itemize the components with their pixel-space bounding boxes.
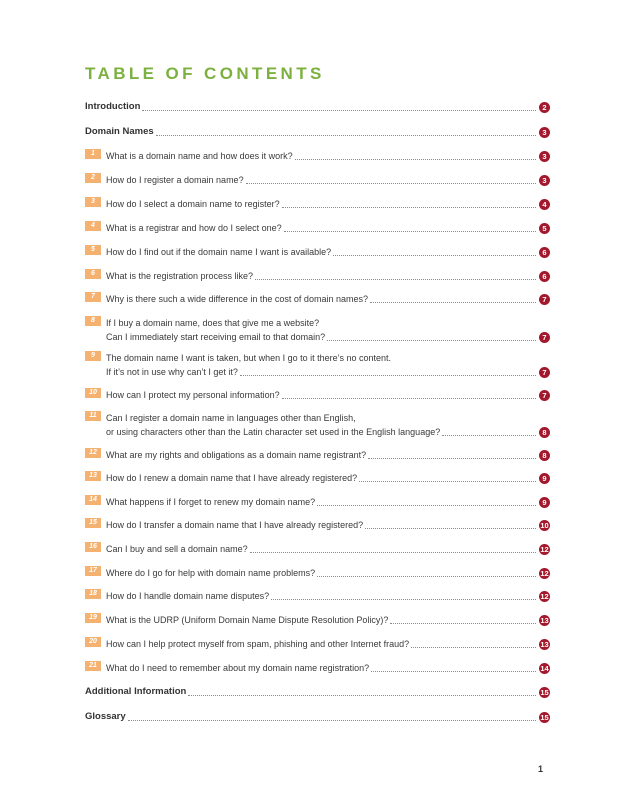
item-number-badge: 10 — [85, 388, 101, 398]
toc-item[interactable] — [85, 173, 550, 186]
toc-section[interactable] — [85, 685, 550, 698]
page-number-badge: 7 — [539, 367, 550, 378]
page-number-badge: 7 — [539, 294, 550, 305]
entry-title: How do I select a domain name to register? — [106, 199, 280, 209]
dot-leader — [327, 340, 536, 341]
item-number-badge: 9 — [85, 351, 101, 361]
dot-leader — [128, 720, 536, 721]
toc-item[interactable] — [85, 269, 550, 282]
toc-item[interactable] — [85, 542, 550, 555]
page-number-badge: 8 — [539, 427, 550, 438]
dot-leader — [271, 599, 536, 600]
item-number-badge: 20 — [85, 637, 101, 647]
toc-item[interactable] — [85, 411, 550, 438]
dot-leader — [371, 671, 536, 672]
page-number-badge: 6 — [539, 247, 550, 258]
toc-item[interactable] — [85, 518, 550, 531]
page-number-badge: 12 — [540, 545, 549, 554]
dot-leader — [333, 255, 536, 256]
toc-item[interactable] — [85, 149, 550, 162]
item-number-badge: 7 — [85, 292, 101, 302]
item-number-badge: 6 — [85, 269, 101, 279]
page-number-badge: 8 — [539, 450, 550, 461]
page-number-badge: 9 — [539, 497, 550, 508]
toc-item[interactable] — [85, 661, 550, 674]
page-number-badge: 9 — [539, 473, 550, 484]
item-number-badge: 11 — [85, 411, 101, 421]
dot-leader — [284, 231, 536, 232]
dot-leader — [365, 528, 536, 529]
page-number-badge: 3 — [539, 175, 550, 186]
page-number-badge: 10 — [540, 521, 549, 530]
item-number-badge: 8 — [85, 316, 101, 326]
dot-leader — [359, 481, 536, 482]
entry-title: How do I handle domain name disputes? — [106, 591, 270, 601]
item-number-badge: 15 — [85, 518, 101, 528]
dot-leader — [282, 398, 536, 399]
page-number-badge: 4 — [539, 199, 550, 210]
entry-title: What are my rights and obligations as a domain name registrant? — [106, 450, 367, 460]
toc-item[interactable] — [85, 613, 550, 626]
item-number-badge: 5 — [85, 245, 101, 255]
toc-item[interactable] — [85, 292, 550, 305]
page-number-badge: 13 — [540, 616, 549, 625]
toc-item[interactable] — [85, 197, 550, 210]
entry-title: Can I immediately start receiving email to that domain? — [106, 332, 326, 342]
toc-item[interactable] — [85, 245, 550, 258]
dot-leader — [370, 302, 536, 303]
toc-item[interactable] — [85, 637, 550, 650]
dot-leader — [156, 135, 536, 136]
entry-title: How can I help protect myself from spam, phishing and other Internet fraud? — [106, 639, 410, 649]
item-number-badge: 21 — [85, 661, 101, 671]
toc-item[interactable] — [85, 495, 550, 508]
page-number-badge: 7 — [539, 390, 550, 401]
entry-title: What is a domain name and how does it work? — [106, 151, 293, 161]
entry-title: Where do I go for help with domain name problems? — [106, 568, 316, 578]
toc-item[interactable] — [85, 589, 550, 602]
entry-title: Why is there such a wide difference in the cost of domain names? — [106, 294, 368, 304]
page-number-badge: 3 — [539, 127, 550, 138]
toc-item[interactable] — [85, 351, 550, 378]
dot-leader — [142, 110, 536, 111]
toc-section[interactable] — [85, 710, 550, 723]
item-number-badge: 18 — [85, 589, 101, 599]
entry-title: If I buy a domain name, does that give me a website? — [106, 318, 320, 328]
toc-item[interactable] — [85, 388, 550, 401]
entry-title: What is the registration process like? — [106, 271, 254, 281]
dot-leader — [188, 695, 536, 696]
toc-item[interactable] — [85, 221, 550, 234]
item-number-badge: 1 — [85, 149, 101, 159]
entry-title: What do I need to remember about my domain name registration? — [106, 663, 370, 673]
entry-title: If it’s not in use why can’t I get it? — [106, 367, 238, 377]
toc-item[interactable] — [85, 316, 550, 343]
entry-title: What is a registrar and how do I select one? — [106, 223, 282, 233]
item-number-badge: 14 — [85, 495, 101, 505]
dot-leader — [368, 458, 536, 459]
entry-title: How can I protect my personal information? — [106, 390, 280, 400]
page-number-badge: 6 — [539, 271, 550, 282]
item-number-badge: 13 — [85, 471, 101, 481]
dot-leader — [411, 647, 536, 648]
item-number-badge: 17 — [85, 566, 101, 576]
dot-leader — [295, 159, 536, 160]
dot-leader — [246, 183, 536, 184]
page-number-badge: 12 — [540, 569, 549, 578]
entry-title: Introduction — [85, 101, 141, 112]
page-number-badge: 5 — [539, 223, 550, 234]
dot-leader — [390, 623, 536, 624]
page-title: TABLE OF CONTENTS — [85, 64, 325, 83]
entry-title: Glossary — [85, 711, 126, 722]
dot-leader — [282, 207, 536, 208]
page-number-badge: 7 — [539, 332, 550, 343]
item-number-badge: 16 — [85, 542, 101, 552]
toc-item[interactable] — [85, 448, 550, 461]
dot-leader — [317, 576, 536, 577]
entry-title: How do I register a domain name? — [106, 175, 244, 185]
entry-title: What happens if I forget to renew my domain name? — [106, 497, 316, 507]
entry-title: Can I register a domain name in languages other than English, — [106, 413, 356, 423]
entry-title: The domain name I want is taken, but when I go to it there’s no content. — [106, 353, 392, 363]
entry-title: or using characters other than the Latin character set used in the English language? — [106, 427, 441, 437]
dot-leader — [442, 435, 536, 436]
item-number-badge: 19 — [85, 613, 101, 623]
toc-item[interactable] — [85, 471, 550, 484]
dot-leader — [240, 375, 536, 376]
dot-leader — [255, 279, 536, 280]
toc-item[interactable] — [85, 566, 550, 579]
item-number-badge: 3 — [85, 197, 101, 207]
dot-leader — [250, 552, 536, 553]
entry-title: Domain Names — [85, 126, 154, 137]
item-number-badge: 4 — [85, 221, 101, 231]
item-number-badge: 2 — [85, 173, 101, 183]
entry-title: Can I buy and sell a domain name? — [106, 544, 248, 554]
page-number-badge: 15 — [540, 713, 549, 722]
toc-section[interactable] — [85, 125, 550, 138]
toc-section[interactable] — [85, 100, 550, 113]
entry-title: How do I find out if the domain name I want is available? — [106, 247, 332, 257]
item-number-badge: 12 — [85, 448, 101, 458]
entry-title: How do I transfer a domain name that I have already registered? — [106, 520, 364, 530]
page-number-badge: 15 — [540, 688, 549, 697]
page-number: 1 — [538, 764, 544, 774]
page-number-badge: 14 — [540, 664, 549, 673]
entry-title: How do I renew a domain name that I have already registered? — [106, 473, 358, 483]
page-number-badge: 3 — [539, 151, 550, 162]
page-number-badge: 13 — [540, 640, 549, 649]
entry-title: Additional Information — [85, 686, 187, 697]
entry-title: What is the UDRP (Uniform Domain Name Dispute Resolution Policy)? — [106, 615, 389, 625]
page-number-badge: 2 — [539, 102, 550, 113]
page-number-badge: 12 — [540, 592, 549, 601]
dot-leader — [317, 505, 536, 506]
